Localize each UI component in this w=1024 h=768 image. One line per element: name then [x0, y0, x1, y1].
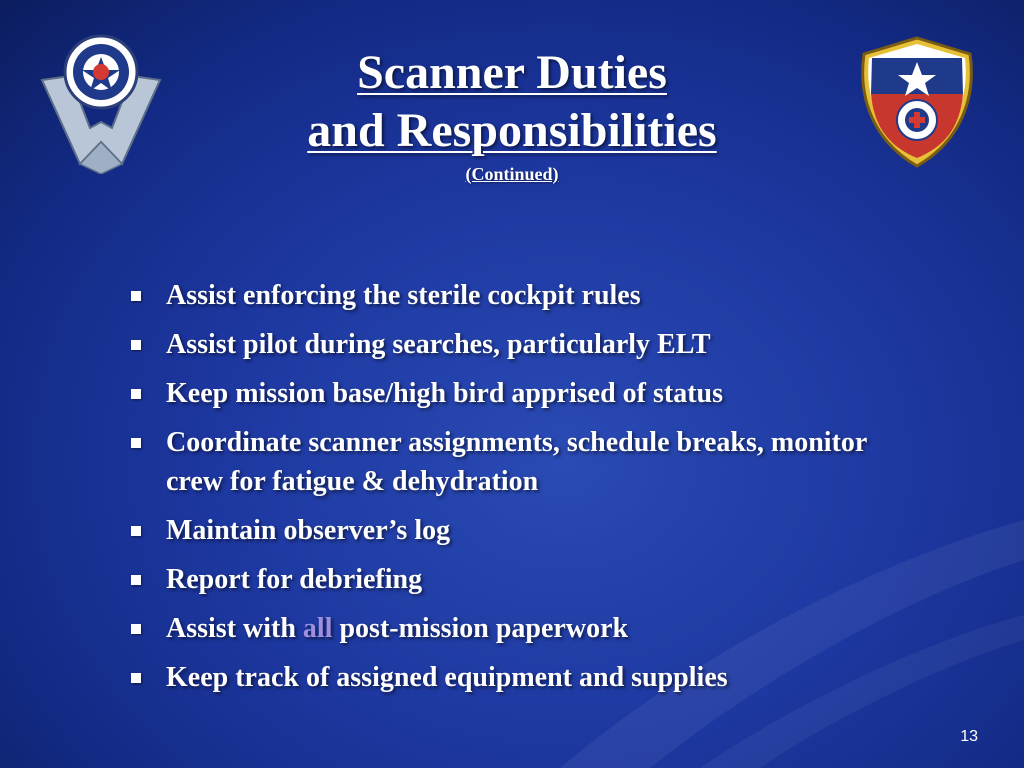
list-item [128, 658, 928, 697]
bullet-text-after: post-mission paperwork [332, 613, 629, 644]
list-item [128, 276, 928, 315]
bullet-text: Coordinate scanner assignments, schedule breaks, monitor crew for fatigue & dehydration [166, 427, 867, 497]
bullet-list [128, 276, 928, 707]
bullet-text: Maintain observer’s log [166, 515, 451, 546]
bullet-text-before: Assist with [166, 613, 303, 644]
bullet-square-icon [131, 389, 141, 399]
bullet-square-icon [131, 575, 141, 585]
bullet-square-icon [131, 340, 141, 350]
list-item [128, 511, 928, 550]
page-subtitle: (Continued) [465, 164, 559, 184]
bullet-text: Keep track of assigned equipment and supplies [166, 662, 728, 693]
bullet-text: Assist enforcing the sterile cockpit rules [166, 280, 641, 311]
page-number: 13 [960, 728, 978, 745]
list-item [128, 560, 928, 599]
texas-wing-patch [852, 36, 982, 170]
list-item [128, 374, 928, 413]
bullet-square-icon [131, 291, 141, 301]
bullet-text: Assist pilot during searches, particularly ELT [166, 329, 711, 360]
title-block [192, 44, 832, 185]
list-item [128, 423, 928, 501]
page-title-line-2: and Responsibilities [307, 104, 717, 157]
bullet-square-icon [131, 526, 141, 536]
bullet-square-icon [131, 673, 141, 683]
emphasis-text: all [302, 613, 333, 644]
bullet-square-icon [131, 438, 141, 448]
list-item [128, 609, 928, 648]
civil-air-patrol-emblem [40, 24, 162, 174]
bullet-text: Report for debriefing [166, 564, 423, 595]
bullet-text: Keep mission base/high bird apprised of status [166, 378, 723, 409]
bullet-square-icon [131, 624, 141, 634]
list-item [128, 325, 928, 364]
page-title: Scanner Duties [357, 46, 667, 99]
